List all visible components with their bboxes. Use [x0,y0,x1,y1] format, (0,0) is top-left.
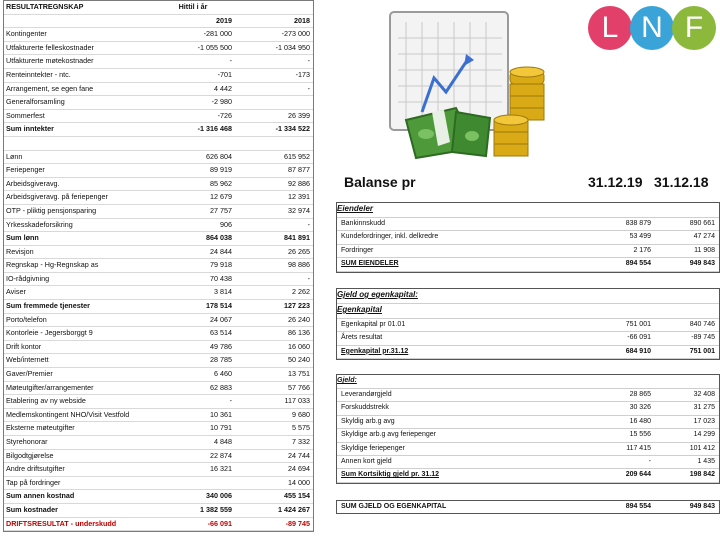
income-row [4,395,313,409]
income-row-label: Utfakturerte møtekostnader [6,56,94,66]
debt-heading: Gjeld: [337,375,719,389]
income-header-row [4,1,313,15]
income-row [4,96,313,110]
income-row [4,205,313,219]
income-row-value: -1 316 468 [197,124,232,134]
income-row-value: - [307,273,310,283]
income-row [4,42,313,56]
income-row-value: 27 757 [210,205,232,215]
income-row-value: 26 240 [288,314,310,324]
income-row-value: 864 038 [206,233,232,243]
debt-section [336,374,720,484]
income-row-value: - [307,219,310,229]
income-row-value: -726 [217,110,232,120]
equity-row-label: Årets resultat [341,334,383,342]
income-row [4,55,313,69]
debt-row-value: 14 299 [693,431,715,439]
asset-row-value: 11 908 [694,246,715,254]
income-row-value: 63 514 [210,328,232,338]
asset-row-label: Bankinnskudd [341,220,385,227]
income-row-label [4,137,154,150]
income-row [4,69,313,83]
debt-row-value: 15 556 [629,431,651,439]
balance-sheet [336,168,718,520]
income-row-value: 22 874 [210,450,232,460]
debt-row-value: 16 480 [629,417,651,425]
income-row [4,110,313,124]
income-row-value: -701 [217,69,232,79]
income-row-label: Drift kontor [6,341,42,351]
income-row-value: 57 766 [288,382,310,392]
income-row-value: 79 918 [210,260,232,270]
lnf-logo [588,6,716,56]
logo-letter-n: N [630,6,674,50]
income-row-label: Arbeidsgiveravg. på feriepenger [6,192,108,202]
income-row-value: 92 886 [288,178,310,188]
income-row-value: -2 980 [211,97,232,107]
income-row-value: 24 067 [210,314,232,324]
income-row-label: Utfakturerte felleskostnader [6,42,94,52]
income-row-value: 7 332 [292,437,310,446]
income-row [4,273,313,287]
income-row-value: 6 460 [214,369,232,379]
asset-row [337,245,719,258]
income-row [4,178,313,192]
grand-total-row: SUM GJELD OG EGENKAPITAL 894 554 949 843 [341,503,715,510]
income-row-value: 16 060 [288,341,310,351]
income-row-label: Arbeidsgiveravg. [6,178,60,188]
asset-row-label: Kundefordringer, inkl. delkredre [341,233,439,241]
balance-date-previous: 31.12.18 [654,174,709,190]
debt-row-value: 31 275 [693,404,715,412]
assets-total-row: SUM EIENDELER 894 554 949 843 [337,258,719,271]
debt-row [337,429,719,442]
income-row-label: Sum kostnader [6,504,58,514]
asset-row-value: 2 176 [633,246,651,254]
income-row-label: Web/internett [6,355,49,365]
income-row [4,327,313,341]
income-row-label: Sum inntekter [6,124,54,134]
income-row-value: 24 844 [210,246,232,256]
asset-row-value: 890 661 [689,220,715,227]
income-row-value: - [229,396,232,406]
income-row [4,436,313,450]
income-row-label: Eksterne møteutgifter [6,423,75,433]
debt-row-label: Skyldige feriepenger [341,444,405,452]
debt-row-value: 1 435 [697,457,715,465]
income-statement-table [3,0,314,532]
income-row-value: 1 382 559 [200,504,232,514]
grand-total-section [336,500,720,514]
income-row-value: 49 786 [210,341,232,351]
equity-heading-1: Gjeld og egenkapital: [337,289,719,304]
income-row-value: 127 223 [284,301,310,311]
income-subtitle: Hittil i år [178,2,208,11]
income-row-value [236,137,312,150]
debt-total-row: Sum Kortsiktig gjeld pr. 31.12 209 644 198 842 [337,469,719,482]
income-row-value: 62 883 [210,382,232,392]
income-row-value: 89 919 [210,165,232,175]
income-row-label: DRIFTSRESULTAT - underskudd [6,518,117,528]
income-row-value: -173 [295,69,310,79]
income-row-label: Medlemskontingent NHO/Visit Vestfold [6,409,130,419]
income-row [4,28,313,42]
income-years-row [4,15,313,29]
income-row [4,409,313,423]
income-row-value: 4 442 [214,83,232,93]
income-row-value: 85 962 [210,178,232,188]
debt-row [337,416,719,429]
debt-row-label: Skyldige arb.g avg feriepenger [341,431,436,439]
income-row [4,83,313,97]
debt-row [337,456,719,469]
debt-row [337,443,719,456]
income-row-label: Feriepenger [6,165,45,175]
income-row-label: Andre driftsutgifter [6,464,65,474]
income-row-value: 87 877 [288,165,310,175]
income-row-value: 455 154 [284,491,310,501]
income-row-value: 12 679 [210,192,232,202]
income-row-value: - [307,83,310,93]
income-row-value: 1 424 267 [278,504,310,514]
income-row-label: Gaver/Premier [6,369,53,379]
income-row [4,286,313,300]
asset-row [337,218,719,231]
debt-row-value: - [648,457,651,465]
equity-row [337,332,719,345]
income-row-label: Møteutgifter/arrangementer [6,382,94,392]
income-row [4,368,313,382]
income-row-label: Tap på fordringer [6,477,61,487]
equity-row-value: -66 091 [627,334,651,342]
balance-title-row [336,168,718,194]
income-row-value: 4 848 [214,437,232,446]
debt-row-label: Skyldig arb.g avg [341,417,395,425]
income-row-value [236,96,312,109]
income-title: RESULTATREGNSKAP [6,2,84,11]
equity-row [337,319,719,332]
income-row-value: 906 [220,219,232,229]
asset-row-value: 838 879 [625,220,651,227]
income-year-current: 2019 [216,15,232,25]
income-row-label: Kontingenter [6,29,47,39]
income-row-value: 841 891 [284,233,310,243]
equity-row-value: 751 001 [625,321,651,328]
income-row-value: 178 514 [206,301,232,311]
debt-row-label: Leverandørgjeld [341,391,392,398]
income-row [4,354,313,368]
income-row [4,219,313,233]
income-row-label: OTP - pliktig pensjonsparing [6,205,97,215]
income-row [4,300,313,314]
income-row [4,164,313,178]
income-row-value: -1 334 522 [275,124,310,134]
income-row-value: 340 006 [206,491,232,501]
income-row-label: Renteinntekter - ntc. [6,69,71,79]
debt-row-value: 30 326 [629,404,651,412]
income-row-value: -1 034 950 [275,42,310,52]
finance-illustration [386,8,550,168]
income-row-value: 86 136 [288,328,310,338]
debt-row-value: 17 023 [693,417,715,425]
income-row [4,232,313,246]
equity-total-row: Egenkapital pr.31.12 684 910 751 001 [337,346,719,359]
balance-date-current: 31.12.19 [588,174,643,190]
income-row-label: Revisjon [6,246,34,256]
income-row-value: 26 265 [288,246,310,256]
income-row-value: 117 033 [284,396,310,406]
income-row-value: -66 091 [207,518,232,528]
assets-section [336,202,720,273]
income-row-value: -273 000 [281,29,310,39]
income-row-value: 5 575 [292,423,310,433]
income-row [4,137,313,151]
income-row-label: IO-rådgivning [6,273,50,283]
income-row [4,191,313,205]
income-row [4,123,313,137]
income-year-previous: 2018 [294,15,310,25]
income-row-label: Arrangement, se egen fane [6,83,94,93]
equity-row-label: Egenkapital pr 01.01 [341,321,406,328]
income-row-value: 98 886 [288,260,310,270]
income-row-value: 10 361 [210,409,232,419]
income-row [4,504,313,518]
income-row-label: Sum fremmede tjenester [6,301,90,311]
income-row-label: Sum annen kostnad [6,491,75,501]
income-row-label: Aviser [6,287,26,297]
income-row-label: Sum lønn [6,233,39,243]
equity-section [336,288,720,360]
income-row [4,422,313,436]
debt-row-label: Forskuddstrekk [341,404,389,412]
balance-title: Balanse pr [344,174,416,190]
income-rows [4,28,313,531]
income-row-value: 14 000 [288,477,310,487]
income-row-value: 16 321 [210,464,232,474]
income-row [4,151,313,165]
income-row [4,246,313,260]
income-row-value: - [307,56,310,66]
income-row-label: Bilgodtgjørelse [6,450,54,460]
income-row [4,463,313,477]
income-row-value: 32 974 [288,205,310,215]
debt-row-value: 117 415 [626,444,651,452]
income-row-value [154,137,236,150]
income-row [4,382,313,396]
income-row [4,518,313,532]
equity-row-value: -89 745 [691,334,715,342]
income-row-value: 28 785 [210,355,232,365]
income-row-label: Lønn [6,151,23,161]
income-row-value: 10 791 [210,423,232,433]
asset-row-value: 47 274 [693,233,715,241]
income-row [4,490,313,504]
income-row-value: 70 438 [210,273,232,283]
income-row-value: 50 240 [288,355,310,365]
equity-heading-2: Egenkapital [337,304,719,319]
debt-row [337,402,719,415]
debt-row-value: 28 865 [629,391,651,398]
equity-row-value: 840 746 [689,321,715,328]
asset-row [337,231,719,244]
assets-heading: Eiendeler [337,203,719,218]
logo-letter-f: F [672,6,716,50]
debt-row-value: 32 408 [693,391,715,398]
debt-row [337,389,719,402]
income-row-label: Generalforsamling [6,97,65,107]
income-row [4,450,313,464]
income-row-label: Etablering av ny webside [6,396,86,406]
income-row-value: 3 814 [214,287,232,297]
income-row-label: Styrehonorar [6,437,48,446]
income-row-value: - [229,56,232,66]
asset-row-value: 53 499 [629,233,651,241]
income-row-label: Porto/telefon [6,314,47,324]
income-row-label: Regnskap - Hg-Regnskap as [6,260,99,270]
income-row-value: 26 399 [288,110,310,120]
income-row-value [154,477,236,490]
debt-row-value: 101 412 [689,444,715,452]
income-row-value: 615 952 [284,151,310,161]
income-row-value: 24 694 [288,464,310,474]
income-row-value: 12 391 [288,192,310,202]
income-row [4,314,313,328]
income-row-value: 2 262 [292,287,310,297]
income-row [4,259,313,273]
income-row-label: Yrkesskadeforsikring [6,219,73,229]
asset-row-label: Fordringer [341,246,374,254]
income-row-value: 9 680 [292,409,310,419]
income-row-value: -1 055 500 [197,42,232,52]
income-row-value: -89 745 [285,518,310,528]
chart-and-money-icon [386,8,550,168]
income-row-label: Sommerfest [6,110,45,120]
debt-row-label: Annen kort gjeld [341,457,392,465]
income-row-label: Kontorleie - Jegersborggt 9 [6,328,93,338]
income-row-value: 13 751 [288,369,310,379]
income-row [4,477,313,491]
income-row [4,341,313,355]
income-row-value: 24 744 [288,450,310,460]
logo-letter-l: L [588,6,632,50]
income-row-value: 626 804 [206,151,232,161]
income-row-value: -281 000 [203,29,232,39]
